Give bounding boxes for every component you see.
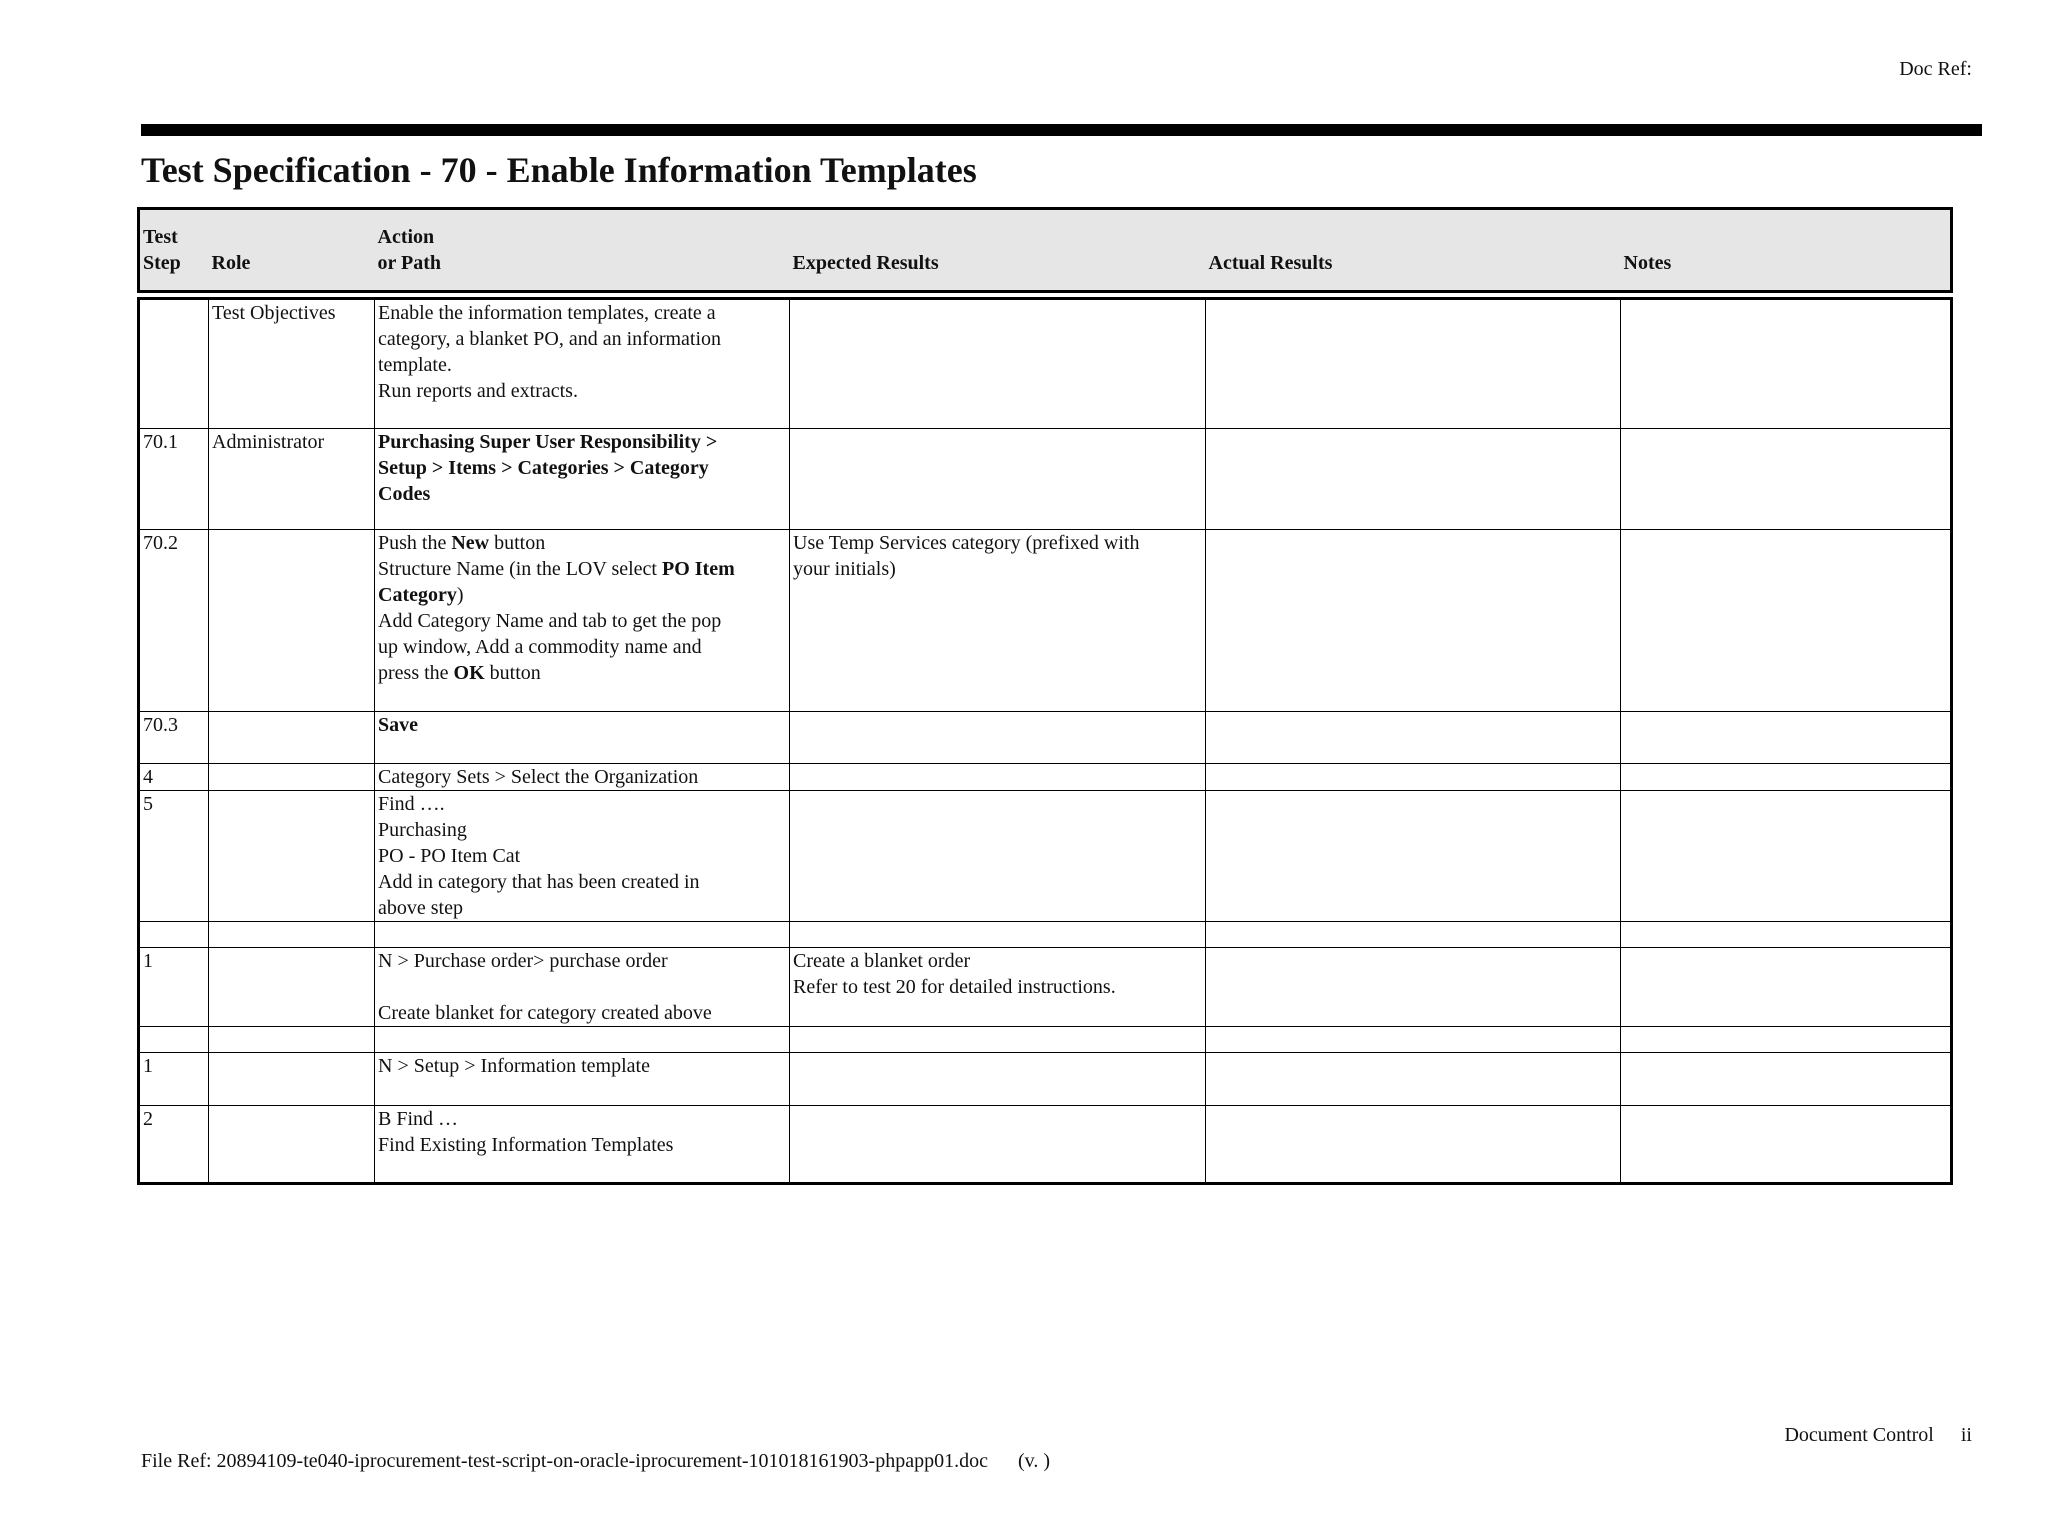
step-cell: 4 [139, 764, 209, 791]
actual-cell [1206, 948, 1621, 1027]
expected-cell [790, 530, 1206, 712]
role-cell [209, 1106, 375, 1184]
action-line [378, 530, 786, 556]
blank-line [378, 974, 786, 1000]
action-line: B Find … [378, 1108, 459, 1130]
test-steps-table [137, 297, 1953, 1185]
action-line: category, a blanket PO, and an information [378, 328, 722, 350]
action-cell [375, 1053, 790, 1106]
actual-cell [1206, 1027, 1621, 1053]
action-text-bold: New [451, 532, 490, 554]
actual-cell [1206, 764, 1621, 791]
action-line: Find Existing Information Templates [378, 1134, 674, 1156]
role-cell [209, 948, 375, 1027]
step-cell [139, 922, 209, 948]
action-line: above step [378, 897, 463, 919]
step-cell: 5 [139, 791, 209, 922]
action-text-pre: Structure Name (in the LOV select [378, 558, 662, 580]
doc-ref: Doc Ref: [1899, 58, 1972, 80]
expected-cell [790, 1106, 1206, 1184]
footer-file-ref [141, 1450, 1050, 1473]
action-line: Add in category that has been created in [378, 871, 700, 893]
footer-section [1784, 1424, 1972, 1447]
notes-cell [1621, 922, 1952, 948]
action-line [378, 660, 786, 686]
notes-cell [1621, 764, 1952, 791]
actual-cell [1206, 922, 1621, 948]
action-text-pre: up window, Add a commodity name and [378, 636, 702, 658]
expected-cell [790, 1053, 1206, 1106]
expected-line: Refer to test 20 for detailed instructions. [793, 976, 1116, 998]
actual-cell [1206, 1053, 1621, 1106]
actual-cell [1206, 530, 1621, 712]
action-line: Purchasing [378, 819, 467, 841]
action-line: Run reports and extracts. [378, 380, 578, 402]
step-cell: 70.2 [139, 530, 209, 712]
action-cell [375, 712, 790, 764]
action-cell [375, 948, 790, 1027]
action-cell [375, 1027, 790, 1053]
action-cell [375, 791, 790, 922]
notes-cell [1621, 791, 1952, 922]
header-role: Role [211, 252, 251, 274]
action-line: Find …. [378, 793, 445, 815]
table-row [139, 1106, 1952, 1184]
role-cell [209, 712, 375, 764]
table-row [139, 948, 1952, 1027]
expected-line: Use Temp Services category (prefixed with [793, 532, 1140, 554]
action-text-bold: OK [453, 662, 485, 684]
expected-cell [790, 948, 1206, 1027]
actual-cell [1206, 712, 1621, 764]
step-cell [139, 299, 209, 429]
actual-cell [1206, 429, 1621, 530]
step-cell: 2 [139, 1106, 209, 1184]
role-cell [209, 922, 375, 948]
header-expected-results: Expected Results [792, 252, 939, 274]
role-cell [209, 530, 375, 712]
table-row [139, 530, 1952, 712]
action-line: N > Setup > Information template [378, 1055, 650, 1077]
action-line [378, 556, 786, 582]
role-cell: Test Objectives [209, 299, 375, 429]
action-cell [375, 1106, 790, 1184]
header-step-line1: Test [143, 226, 178, 248]
action-text-post: button [489, 532, 546, 554]
expected-cell [790, 922, 1206, 948]
step-cell: 70.1 [139, 429, 209, 530]
notes-cell [1621, 1027, 1952, 1053]
step-cell [139, 1027, 209, 1053]
notes-cell [1621, 1053, 1952, 1106]
expected-cell [790, 1027, 1206, 1053]
expected-cell [790, 791, 1206, 922]
table-row [139, 764, 1952, 791]
table-row [139, 922, 1952, 948]
action-text-pre: Add Category Name and tab to get the pop [378, 610, 722, 632]
action-line: PO - PO Item Cat [378, 845, 521, 867]
action-line: Create blanket for category created above [378, 1002, 712, 1024]
role-cell [209, 1027, 375, 1053]
notes-cell [1621, 712, 1952, 764]
header-notes: Notes [1623, 252, 1672, 274]
action-line: Enable the information templates, create a [378, 302, 716, 324]
expected-line: your initials) [793, 558, 896, 580]
action-cell [375, 530, 790, 712]
table-row [139, 429, 1952, 530]
table-header [137, 207, 1953, 293]
step-cell: 1 [139, 1053, 209, 1106]
section-name: Document Control [1784, 1424, 1934, 1446]
action-line: template. [378, 354, 452, 376]
action-text-pre: Push the [378, 532, 452, 554]
action-text-post: button [484, 662, 541, 684]
page-title: Test Specification - 70 - Enable Information Templates [141, 150, 977, 190]
header-test-step [139, 209, 209, 292]
notes-cell [1621, 1106, 1952, 1184]
header-action-line2: or Path [377, 252, 442, 274]
action-cell [375, 922, 790, 948]
expected-cell [790, 712, 1206, 764]
expected-cell [790, 429, 1206, 530]
expected-line: Create a blanket order [793, 950, 971, 972]
expected-cell [790, 764, 1206, 791]
header-step-line2: Step [143, 252, 181, 274]
step-cell: 70.3 [139, 712, 209, 764]
page-number: ii [1960, 1424, 1972, 1446]
actual-cell [1206, 791, 1621, 922]
action-line: N > Purchase order> purchase order [378, 950, 668, 972]
action-text-post: ) [456, 584, 464, 606]
notes-cell [1621, 530, 1952, 712]
action-line [378, 582, 786, 608]
notes-cell [1621, 429, 1952, 530]
role-cell: Administrator [209, 429, 375, 530]
action-text-pre: press the [378, 662, 454, 684]
table-row [139, 712, 1952, 764]
header-action-line1: Action [377, 226, 435, 248]
file-ref: File Ref: 20894109-te040-iprocurement-test-script-on-oracle-iprocurement-101018161903-phpapp01.doc [141, 1450, 988, 1472]
action-line: Purchasing Super User Responsibility > [378, 431, 718, 453]
action-cell [375, 764, 790, 791]
actual-cell [1206, 1106, 1621, 1184]
header-actual-results: Actual Results [1208, 252, 1333, 274]
action-text-bold: PO Item [661, 558, 735, 580]
action-line: Setup > Items > Categories > Category [378, 457, 709, 479]
table-row [139, 1053, 1952, 1106]
header-rule [141, 124, 1982, 136]
role-cell [209, 1053, 375, 1106]
role-cell [209, 791, 375, 922]
table-header-row [139, 209, 1952, 292]
table-row [139, 1027, 1952, 1053]
table-row [139, 299, 1952, 429]
action-cell [375, 299, 790, 429]
role-cell [209, 764, 375, 791]
actual-cell [1206, 299, 1621, 429]
step-cell: 1 [139, 948, 209, 1027]
action-line: Save [378, 714, 418, 736]
notes-cell [1621, 948, 1952, 1027]
expected-cell [790, 299, 1206, 429]
action-cell [375, 429, 790, 530]
action-line [378, 608, 786, 634]
header-action [375, 209, 790, 292]
action-line: Codes [378, 483, 431, 505]
notes-cell [1621, 299, 1952, 429]
file-version: (v. ) [1017, 1450, 1051, 1472]
action-line [378, 634, 786, 660]
action-text-bold: Category [378, 584, 457, 606]
action-line: Category Sets > Select the Organization [378, 766, 699, 788]
table-row [139, 791, 1952, 922]
